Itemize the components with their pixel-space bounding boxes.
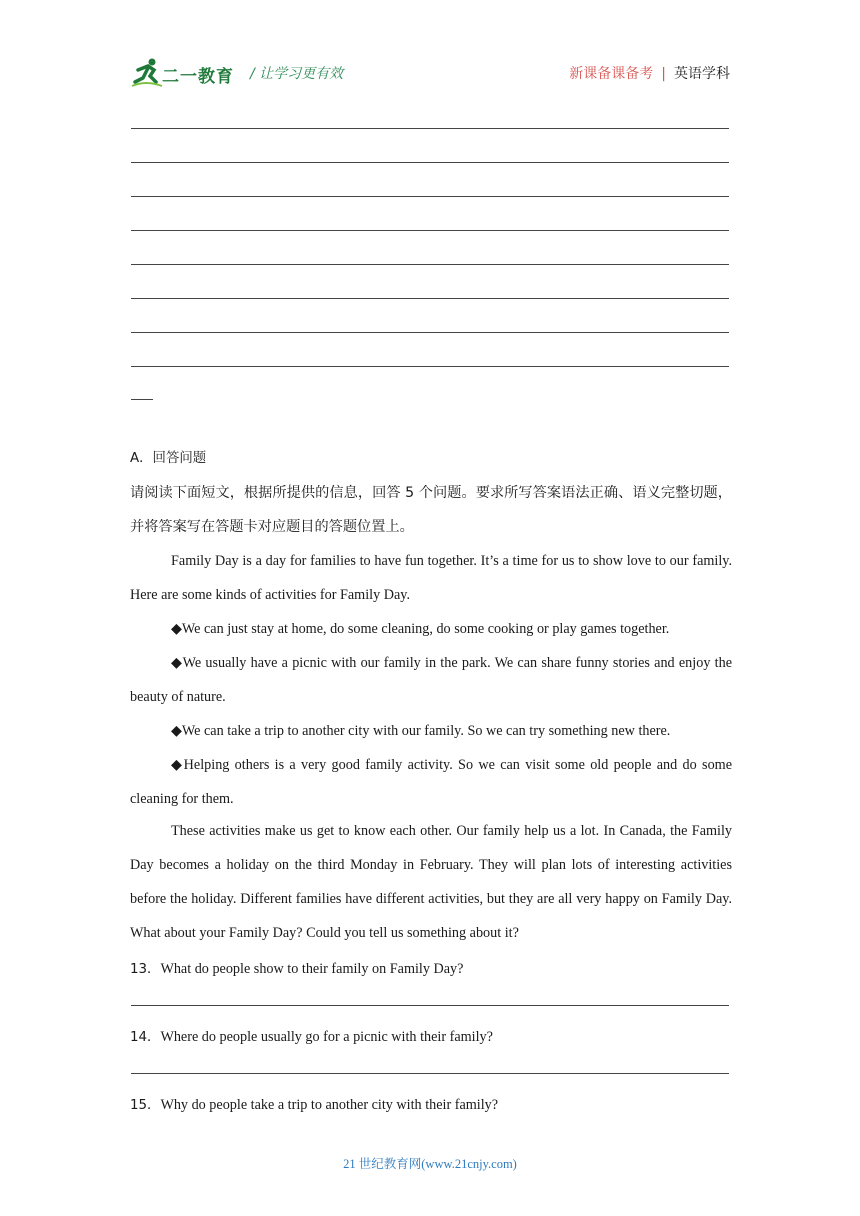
question-14 (130, 1026, 493, 1046)
question-number: 13． (130, 962, 161, 977)
section-instruction: 请阅读下面短文，根据所提供的信息，回答 5 个问题。要求所写答案语法正确、语义完整切题，并将答案写在答题卡对应题目的答题位置上。 (130, 485, 732, 535)
answer-line (131, 332, 729, 333)
logo-text: 二一教育 (162, 67, 234, 87)
passage-bullet: ◆We can just stay at home, do some cleaning, do some cooking or play games together. (171, 621, 670, 637)
passage-paragraph: Family Day is a day for families to have fun together. It’s a time for us to show love to our family. Here are some kinds of activities for Family Day. (130, 553, 732, 603)
answer-line (131, 264, 729, 265)
question-number: 15． (130, 1098, 161, 1113)
answer-line (131, 162, 729, 163)
runner-logo-icon (130, 56, 164, 90)
answer-line (131, 366, 729, 367)
answer-line (131, 128, 729, 129)
answer-line (131, 1073, 729, 1074)
page-footer: 21 世纪教育网(www.21cnjy.com) (343, 1157, 517, 1171)
answer-line (131, 196, 729, 197)
header-separator: | (661, 66, 666, 82)
answer-line (131, 298, 729, 299)
header-right (569, 63, 730, 83)
passage-bullet: ◆Helping others is a very good family activity. So we can visit some old people and do some cleaning for them. (130, 757, 732, 807)
answer-line (131, 230, 729, 231)
question-text: Where do people usually go for a picnic with their family? (160, 1029, 493, 1045)
question-number: 14． (130, 1030, 161, 1045)
page-header (130, 56, 730, 90)
slogan: / 让学习更有效 (250, 66, 344, 82)
question-text: Why do people take a trip to another city with their family? (160, 1097, 499, 1113)
passage-bullet: ◆We usually have a picnic with our family in the park. We can share funny stories and enjoy the beauty of nature. (130, 655, 732, 705)
question-13 (130, 958, 463, 978)
section-title: A．回答问题 (130, 451, 207, 466)
answer-line-end (131, 399, 153, 400)
passage-bullet: ◆We can take a trip to another city with our family. So we can try something new there. (171, 723, 671, 739)
passage-paragraph: These activities make us get to know each other. Our family help us a lot. In Canada, the Family Day becomes a holiday on the third Monday in February. They will plan lots of interesting activities before the holiday. Different families have different activities, but they are all very happy on Family Day. What about your Family Day? Could you tell us something about it? (130, 823, 732, 941)
logo (130, 56, 250, 90)
answer-line (131, 1005, 729, 1006)
question-15 (130, 1094, 498, 1114)
header-right-label: 新课备课备考 (569, 66, 654, 82)
header-subject: 英语学科 (674, 66, 730, 82)
question-text: What do people show to their family on Family Day? (160, 961, 464, 977)
